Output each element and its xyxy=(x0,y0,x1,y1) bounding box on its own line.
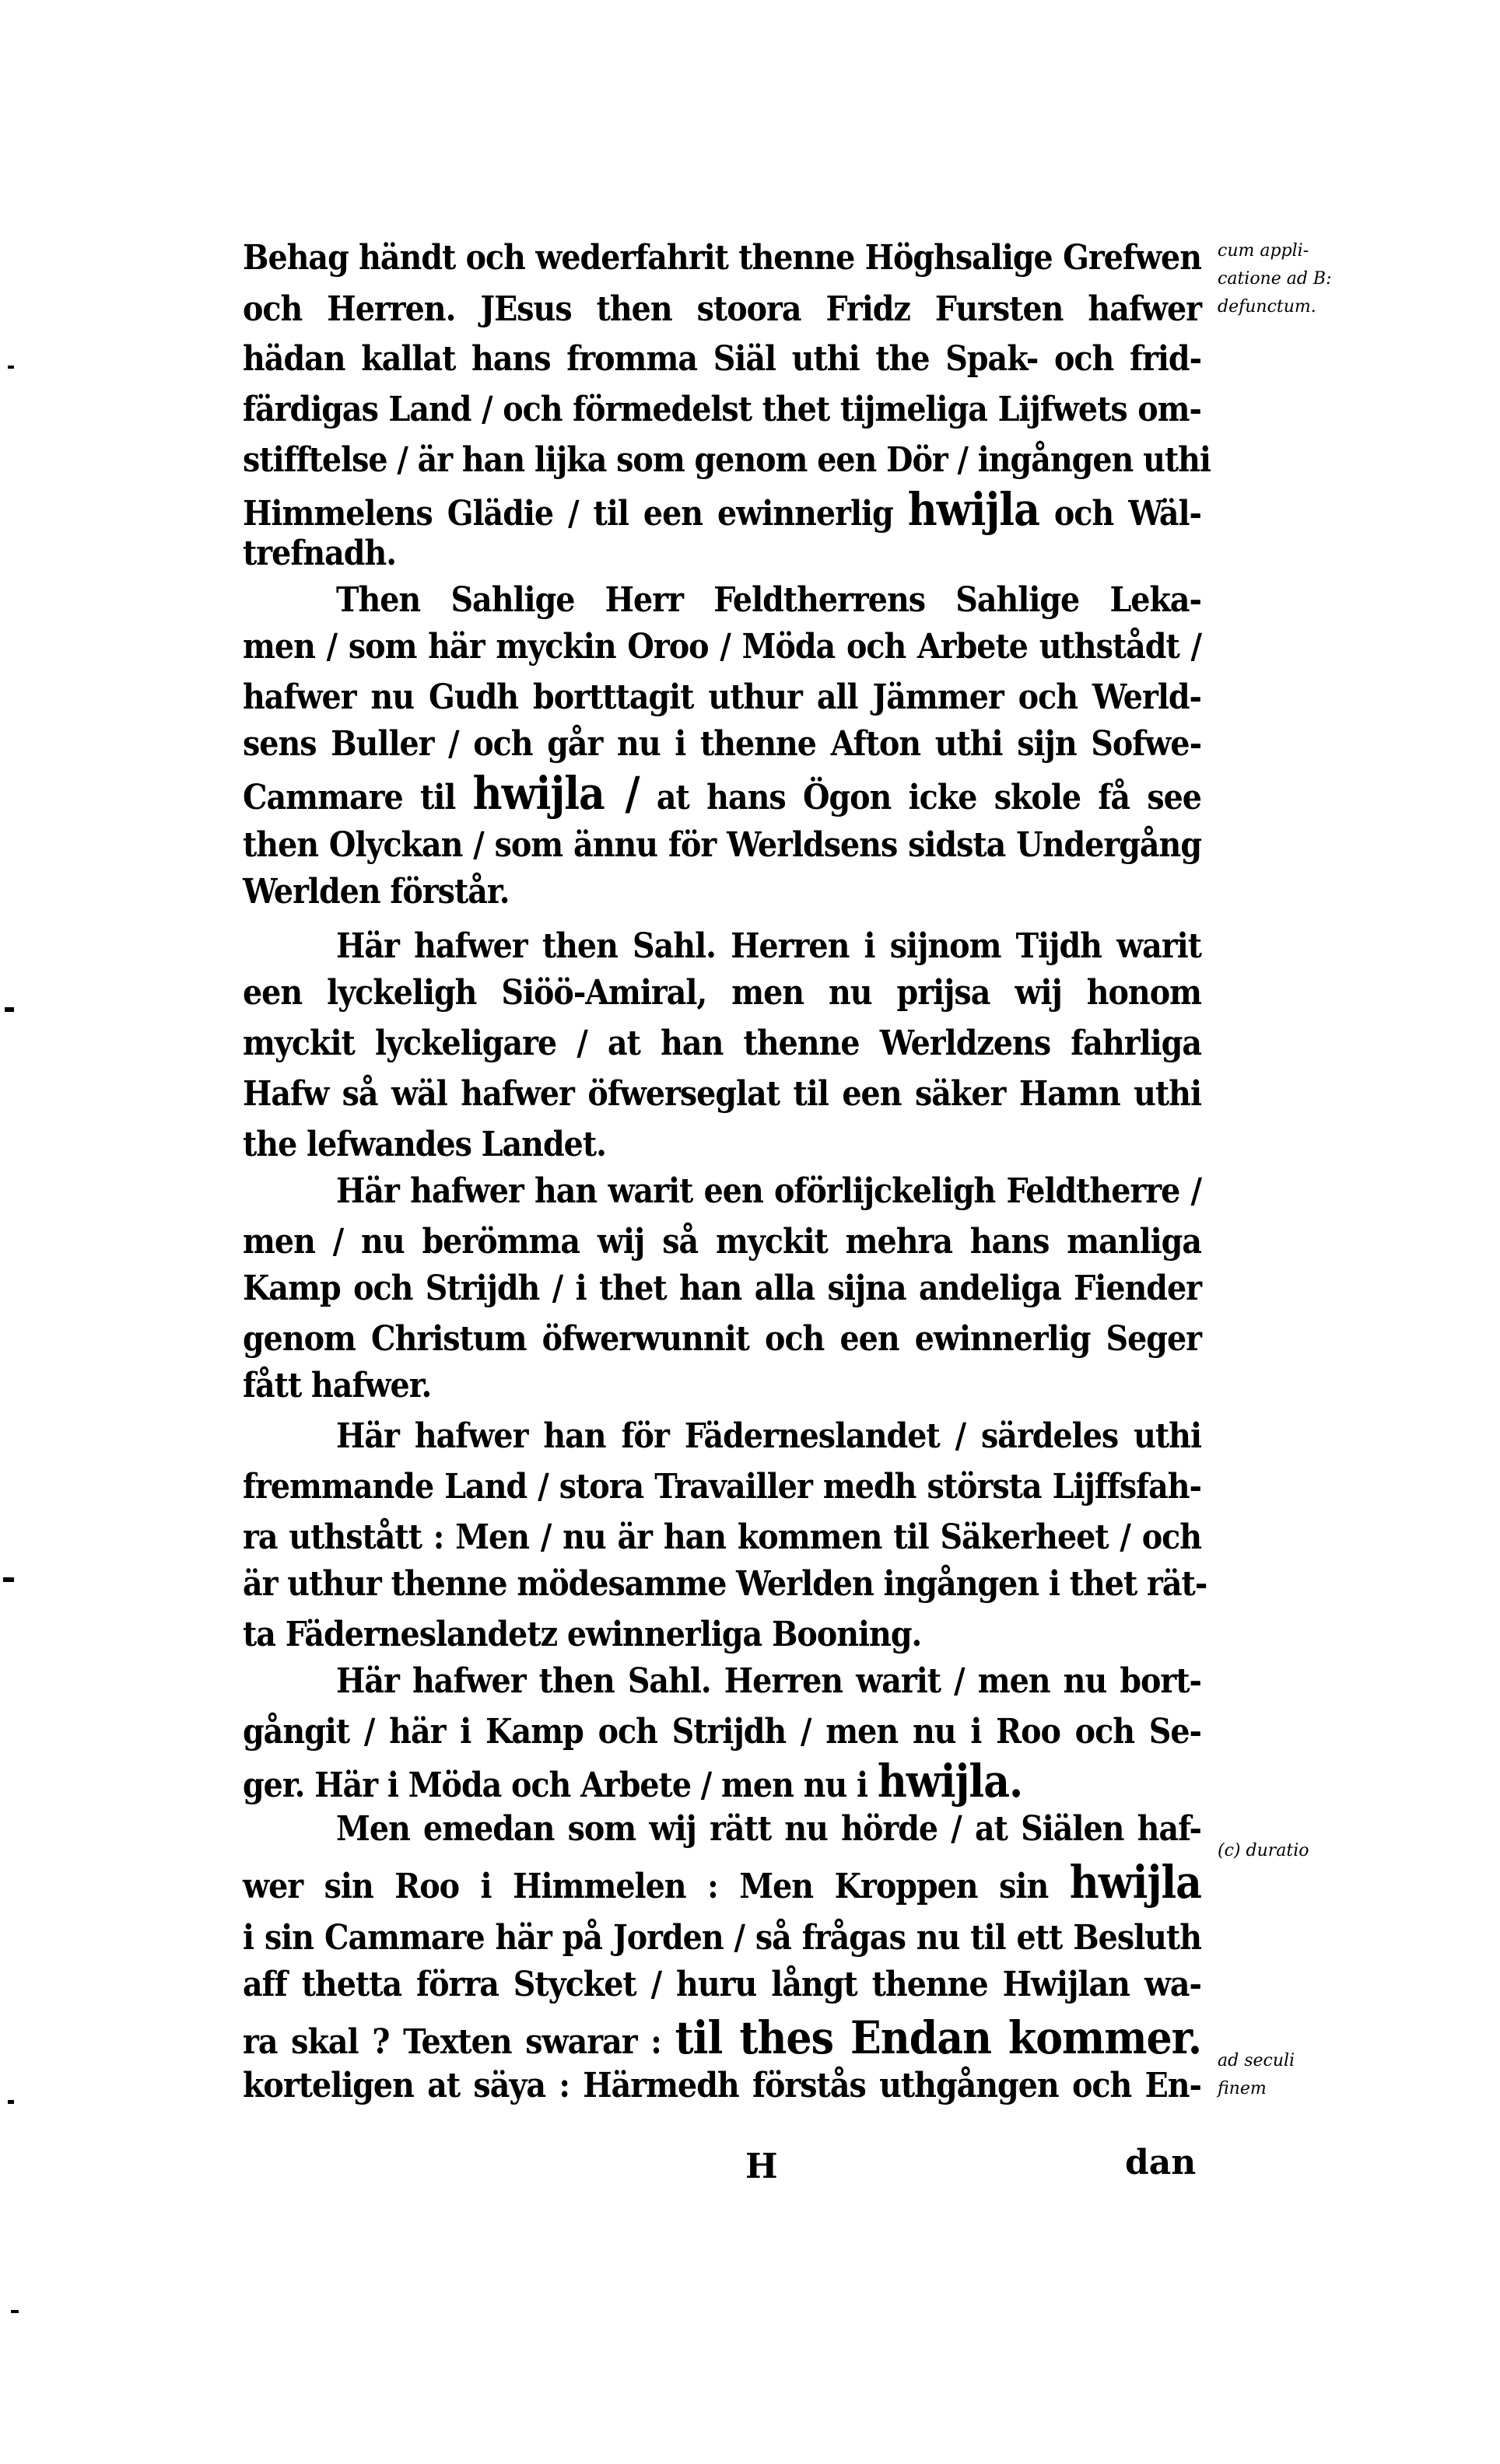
text-line-content: trefnadh. xyxy=(243,534,397,573)
text-line xyxy=(243,1514,1201,1561)
text-line xyxy=(243,1962,1201,2008)
text-line xyxy=(243,1122,1201,1168)
text-line-content: Här hafwer then Sahl. Herren i sijnom Tijdh warit xyxy=(336,926,1201,966)
text-line xyxy=(243,387,1201,433)
text-line-content: een lyckeligh Siöö-Amiral, men nu prijsa wij honom xyxy=(243,973,1201,1013)
margin-note-line: cum appli- xyxy=(1218,241,1309,261)
text-line-content: Himmelens Glädie / til een ewinnerlig xyxy=(243,494,893,534)
text-line-content: sens Buller / och går nu i thenne Afton uthi sijn Sofwe- xyxy=(243,724,1201,764)
text-line-content: hafwer nu Gudh bortttagit uthur all Jämmer och Werld- xyxy=(243,677,1201,717)
catchword: dan xyxy=(1125,2143,1197,2182)
text-line xyxy=(243,970,1201,1017)
text-line xyxy=(243,1316,1201,1363)
text-line xyxy=(243,1709,1201,1755)
text-line-content: fått hafwer. xyxy=(243,1366,432,1405)
text-line-content: stifftelse / är han lijka som genom een Dör / ingången uthi xyxy=(243,440,1211,480)
text-line-content: ta Fäderneslandetz ewinnerliga Booning. xyxy=(243,1615,922,1654)
scan-speck xyxy=(5,1007,14,1012)
text-line xyxy=(243,1915,1201,1962)
margin-note-line: ad seculi xyxy=(1218,2051,1295,2070)
text-line xyxy=(243,1020,1201,1067)
text-line-content: Werlden förstår. xyxy=(243,872,510,912)
text-line xyxy=(243,624,1201,670)
text-line-content: hädan kallat hans fromma Siäl uthi the Spak- och frid- xyxy=(243,339,1201,379)
emphasized-word: hwijla xyxy=(907,483,1039,536)
text-line xyxy=(243,767,1201,820)
text-line xyxy=(243,2011,1201,2064)
emphasized-word: til thes Endan kommer. xyxy=(675,2011,1201,2064)
text-line-content: the lefwandes Landet. xyxy=(243,1125,606,1164)
scan-speck xyxy=(8,366,14,369)
text-line xyxy=(336,1806,1201,1853)
text-line-content: genom Christum öfwerwunnit och een ewinnerlig Seger xyxy=(243,1319,1201,1359)
text-line xyxy=(243,437,1211,484)
emphasized-word: hwijla xyxy=(1069,1856,1201,1909)
text-line-continuation: och Wäl- xyxy=(1053,494,1201,534)
text-line-content: Här hafwer han warit een oförlijckeligh Feldtherre / xyxy=(336,1171,1201,1211)
text-line-content: myckit lyckeligare / at han thenne Werldzens fahrliga xyxy=(243,1024,1201,1063)
margin-note-line: finem xyxy=(1218,2079,1267,2098)
text-line xyxy=(243,1071,1201,1118)
text-line xyxy=(336,1168,1201,1215)
text-line-content: färdigas Land / och förmedelst thet tijmeliga Lijfwets om- xyxy=(243,390,1201,429)
scan-speck xyxy=(11,2310,19,2313)
text-line-content: Här hafwer then Sahl. Herren warit / men nu bort- xyxy=(336,1661,1201,1701)
text-line xyxy=(243,286,1201,333)
margin-note-line: defunctum. xyxy=(1218,297,1316,317)
scan-speck xyxy=(3,1577,14,1582)
text-line xyxy=(243,530,1201,577)
text-line-content: Men emedan som wij rätt nu hörde / at Siälen haf- xyxy=(336,1809,1201,1849)
text-line-content: gångit / här i Kamp och Strijdh / men nu i Roo och Se- xyxy=(243,1712,1201,1752)
text-line xyxy=(243,336,1201,383)
text-line xyxy=(243,674,1201,721)
text-line-content: ra skal ? Texten swarar : xyxy=(243,2022,661,2062)
text-line xyxy=(243,1219,1201,1265)
text-line-content: Behag händt och wederfahrit thenne Höghsalige Grefwen xyxy=(243,238,1201,278)
text-line-content: men / nu berömma wij så myckit mehra hans manliga xyxy=(243,1222,1201,1262)
text-line-content: ra uthstått : Men / nu är han kommen til Säkerheet / och xyxy=(243,1517,1201,1557)
margin-note-seculi xyxy=(1218,2047,1295,2103)
text-line-content: Här hafwer han för Fäderneslandet / särdeles uthi xyxy=(336,1416,1201,1456)
text-line xyxy=(243,2063,1201,2109)
text-line-content: i sin Cammare här på Jorden / så frågas nu til ett Besluth xyxy=(243,1918,1201,1958)
margin-note-line: catione ad B: xyxy=(1218,269,1332,289)
margin-note-application xyxy=(1218,237,1332,321)
text-line xyxy=(243,1755,1201,1808)
text-line-continuation: at hans Ögon icke skole få see xyxy=(656,778,1201,817)
margin-note-line: (c) duratio xyxy=(1218,1841,1309,1860)
text-line xyxy=(243,1561,1207,1608)
text-line-content: Kamp och Strijdh / i thet han alla sijna andeliga Fiender xyxy=(243,1269,1201,1308)
text-line xyxy=(336,1658,1201,1705)
text-line xyxy=(243,721,1201,768)
text-line-content: ger. Här i Möda och Arbete / men nu i xyxy=(243,1766,868,1805)
text-line-content: then Olyckan / som ännu för Werldsens sidsta Undergång xyxy=(243,825,1201,865)
scan-speck xyxy=(8,2100,14,2104)
margin-note-duratio xyxy=(1218,1837,1309,1865)
text-line xyxy=(243,1612,1201,1658)
text-line-content: aff thetta förra Stycket / huru långt thenne Hwijlan wa- xyxy=(243,1965,1201,2004)
text-line xyxy=(243,1265,1201,1312)
text-line xyxy=(243,822,1201,869)
text-line-content: Hafw så wäl hafwer öfwerseglat til een säker Hamn uthi xyxy=(243,1074,1201,1114)
text-line xyxy=(243,1856,1201,1909)
text-line-content: korteligen at säya : Härmedh förstås uthgången och En- xyxy=(243,2066,1201,2105)
text-line-content: Cammare til xyxy=(243,778,456,817)
text-line-content: wer sin Roo i Himmelen : Men Kroppen sin xyxy=(243,1867,1049,1906)
text-line-content: Then Sahlige Herr Feldtherrens Sahlige Leka- xyxy=(336,580,1201,620)
text-line-content: men / som här myckin Oroo / Möda och Arbete uthstådt / xyxy=(243,627,1201,667)
text-line xyxy=(336,923,1201,970)
emphasized-word: hwijla. xyxy=(877,1755,1023,1808)
text-line xyxy=(243,483,1201,536)
text-line xyxy=(243,235,1201,282)
text-line xyxy=(336,577,1201,624)
text-line xyxy=(336,1413,1201,1460)
signature-mark: H xyxy=(745,2147,778,2186)
text-line-content: fremmande Land / stora Travailler medh största Lijffsfah- xyxy=(243,1467,1201,1507)
text-line-content: och Herren. JEsus then stoora Fridz Fursten hafwer xyxy=(243,289,1201,329)
emphasized-word: hwijla / xyxy=(472,767,640,820)
text-line-content: är uthur thenne mödesamme Werlden ingången i thet rät- xyxy=(243,1564,1207,1604)
text-line xyxy=(243,869,1201,915)
text-line xyxy=(243,1363,1201,1409)
text-line xyxy=(243,1464,1201,1510)
